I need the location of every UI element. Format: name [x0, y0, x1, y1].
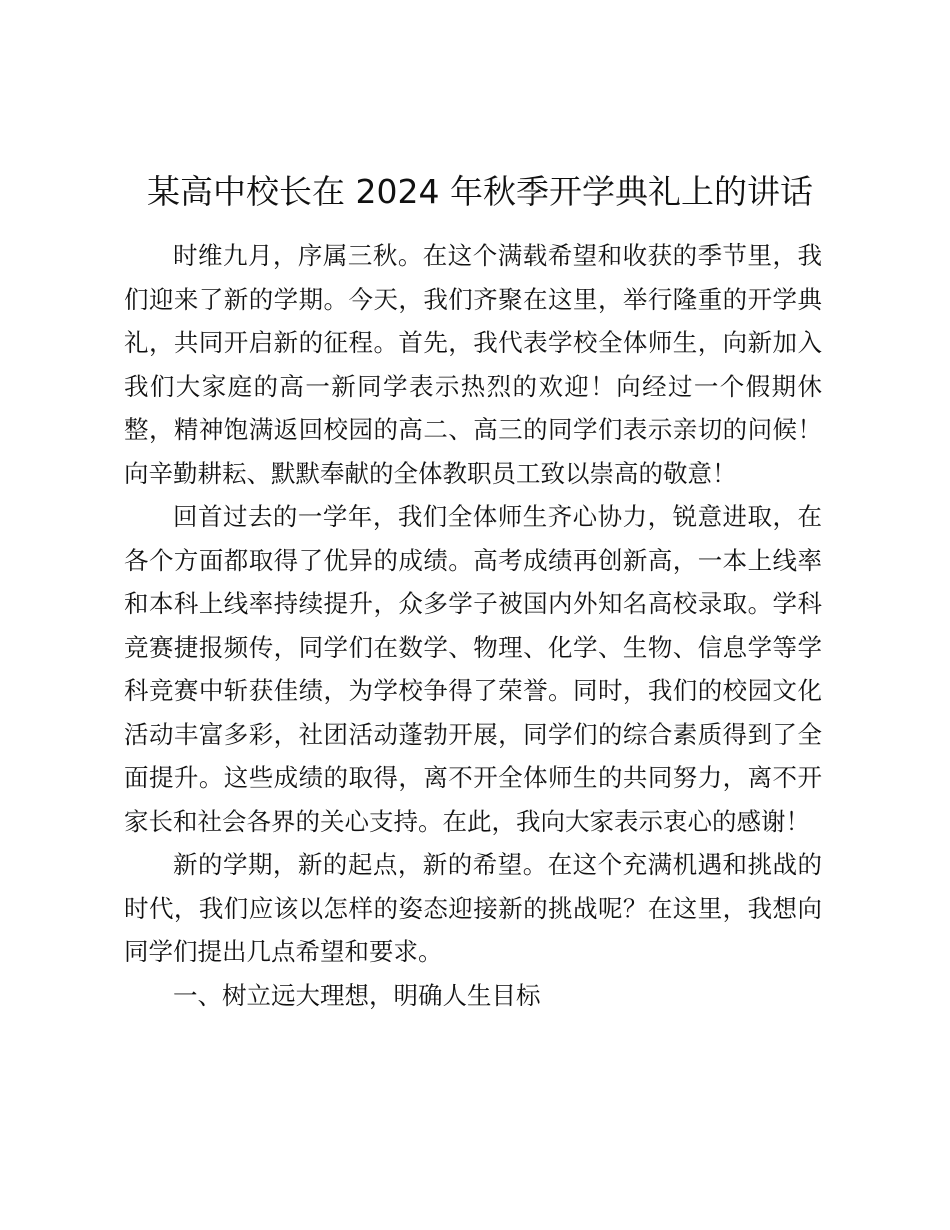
document-title: 某高中校长在 2024 年秋季开学典礼上的讲话 — [147, 172, 813, 211]
paragraph-review: 回首过去的一学年，我们全体师生齐心协力，锐意进取，在各个方面都取得了优异的成绩。高考成绩再创新高，一本上线率和本科上线率持续提升，众多学子被国内外知名高校录取。学科竞赛捷报频传，同学们在数学、物理、化学、生物、信息学等学科竞赛中斩获佳绩，为学校争得了荣誉。同时，我们的校园文化活动丰富多彩，社团活动蓬勃开展，同学们的综合素质得到了全面提升。这些成绩的取得，离不开全体师生的共同努力，离不开家长和社会各界的关心支持。在此，我向大家表示衷心的感谢！ — [124, 502, 822, 836]
document-body — [124, 234, 822, 1017]
section-heading: 一、树立远大理想，明确人生目标 — [173, 980, 541, 1010]
paragraph-new-semester: 新的学期，新的起点，新的希望。在这个充满机遇和挑战的时代，我们应该以怎样的姿态迎接新的挑战呢？在这里，我想向同学们提出几点希望和要求。 — [124, 850, 822, 966]
paragraph-opening: 时维九月，序属三秋。在这个满载希望和收获的季节里，我们迎来了新的学期。今天，我们齐聚在这里，举行隆重的开学典礼，共同开启新的征程。首先，我代表学校全体师生，向新加入我们大家庭的高一新同学表示热烈的欢迎！向经过一个假期休整，精神饱满返回校园的高二、高三的同学们表示亲切的问候！向辛勤耕耘、默默奉献的全体教职员工致以崇高的敬意！ — [124, 241, 822, 488]
